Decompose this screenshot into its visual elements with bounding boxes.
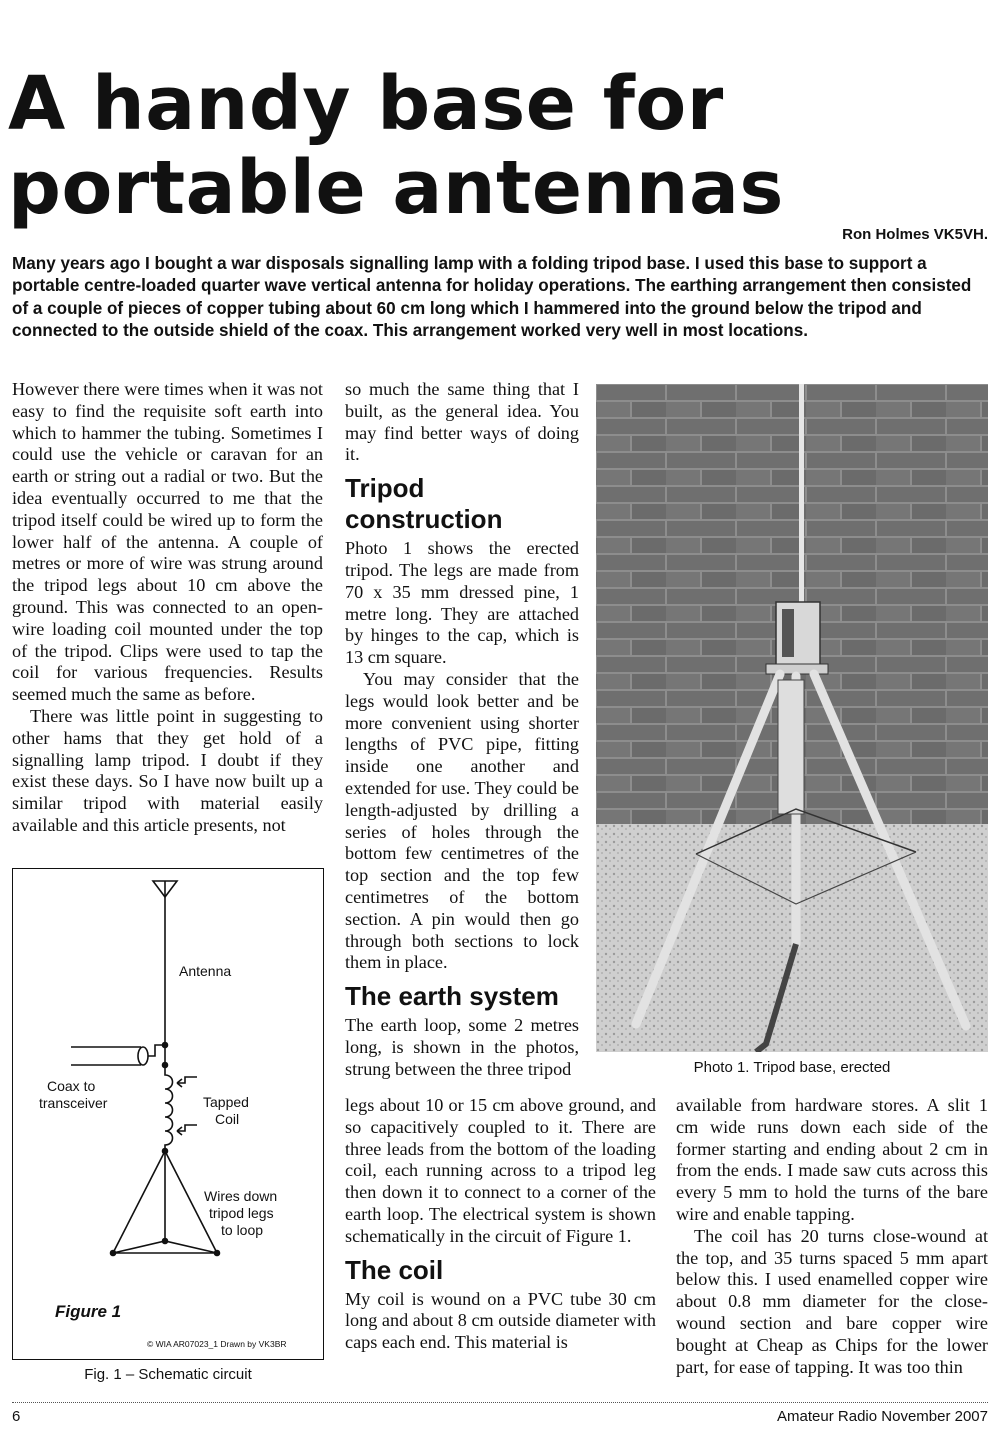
tapped-coil-label: Coil	[215, 1111, 240, 1127]
antenna-label: Antenna	[179, 963, 232, 979]
paragraph: You may consider that the legs would look better and be more convenient using shorter lengths of PVC pipe, fitting inside one another and extended for use. They could be length-adjusted by drilling a series of holes through the bottom few centimetres of the top section and the top few centimetres of the bottom section. A pin would then go through both sections to lock them in place.	[345, 668, 579, 973]
column-1	[12, 379, 323, 837]
tapped-coil-label: Tapped	[203, 1094, 249, 1110]
wires-label: to loop	[221, 1222, 264, 1238]
page-number: 6	[12, 1408, 21, 1425]
column-2-lower	[345, 1095, 656, 1354]
footer-divider	[12, 1402, 988, 1403]
coax-label: Coax to	[47, 1078, 96, 1094]
paragraph: My coil is wound on a PVC tube 30 cm long and about 8 cm outside diameter with caps each end. This material is	[345, 1288, 656, 1353]
paragraph: There was little point in suggesting to other hams that they get hold of a signalling lamp tripod. I doubt if they exist these days. So I have now built up a similar tripod with material easily available and this article presents, not	[12, 705, 323, 835]
paragraph: legs about 10 or 15 cm above ground, and so capacitively coupled to it. There are three leads from the bottom of the loading coil, each running across to a tripod leg then down it to connect to a corner of the earth loop. The electrical system is shown schematically in the circuit of Figure 1.	[345, 1095, 656, 1246]
figure-1-schematic	[12, 868, 324, 1360]
lede-paragraph: Many years ago I bought a war disposals signalling lamp with a folding tripod base. I used this base to support a portable centre-loaded quarter wave vertical antenna for holiday operations. The earthing arrangement then consisted of a couple of pieces of copper tubing about 60 cm long which I hammered into the ground below the tripod and connected to the outside shield of the coax. This arrangement worked very well in most locations.	[12, 254, 972, 340]
tripod-photo	[596, 384, 988, 1052]
coax-label: transceiver	[39, 1095, 108, 1111]
author-byline: Ron Holmes VK5VH.	[842, 226, 988, 243]
column-3	[676, 1095, 988, 1378]
figure-credit: © WIA AR07023_1 Drawn by VK3BR	[147, 1339, 287, 1349]
wires-label: tripod legs	[209, 1205, 274, 1221]
paragraph: Photo 1 shows the erected tripod. The legs are made from 70 x 35 mm dressed pine, 1 metre long. They are attached by hinges to the cap, which is 13 cm square.	[345, 538, 579, 668]
figure-label: Figure 1	[55, 1302, 122, 1321]
paragraph: The earth loop, some 2 metres long, is shown in the photos, strung between the three tripod	[345, 1015, 579, 1079]
heading-the-coil: The coil	[345, 1254, 444, 1285]
coil-icon	[165, 1065, 173, 1151]
article-title: A handy base for portable antennas	[8, 61, 784, 231]
figure-caption: Fig. 1 – Schematic circuit	[84, 1366, 252, 1383]
heading-earth-system: The earth system	[345, 981, 559, 1012]
paragraph: so much the same thing that I built, as the general idea. You may find better ways of doing it.	[345, 379, 579, 465]
publication-info: Amateur Radio November 2007	[777, 1408, 988, 1425]
schematic-svg	[13, 869, 322, 1358]
photo-caption: Photo 1. Tripod base, erected	[693, 1059, 891, 1076]
wires-label: Wires down	[204, 1188, 278, 1204]
heading-tripod-construction: Tripod construction	[345, 473, 503, 535]
paragraph: available from hardware stores. A slit 1 cm wide runs down each side of the former starting and ending about 2 cm in from the ends. I made saw cuts across this every 5 mm to hold the turns of the bare wire and enable tapping.	[676, 1095, 988, 1224]
column-2	[345, 379, 579, 1081]
paragraph: The coil has 20 turns close-wound at the top, and 35 turns spaced 5 mm apart below this. I used enamelled copper wire about 0.8 mm diameter for the close-wound section and bare copper wire bought at Cheap as Chips for the lower part, for ease of tapping. It was too thin	[676, 1225, 988, 1377]
paragraph: However there were times when it was not easy to find the requisite soft earth into which to hammer the tubing. Sometimes I could use the vehicle or caravan for an earth or string out a radial or two. But the idea eventually occurred to me that the tripod itself could be wired up to form the lower half of the antenna. A couple of metres or more of wire was strung around the tripod legs about 10 cm above the ground. This was connected to an open-wire loading coil mounted under the top of the tripod. Clips were used to tap the coil for various frequencies. Results seemed much the same as before.	[12, 379, 323, 705]
antenna-mast	[799, 384, 804, 614]
